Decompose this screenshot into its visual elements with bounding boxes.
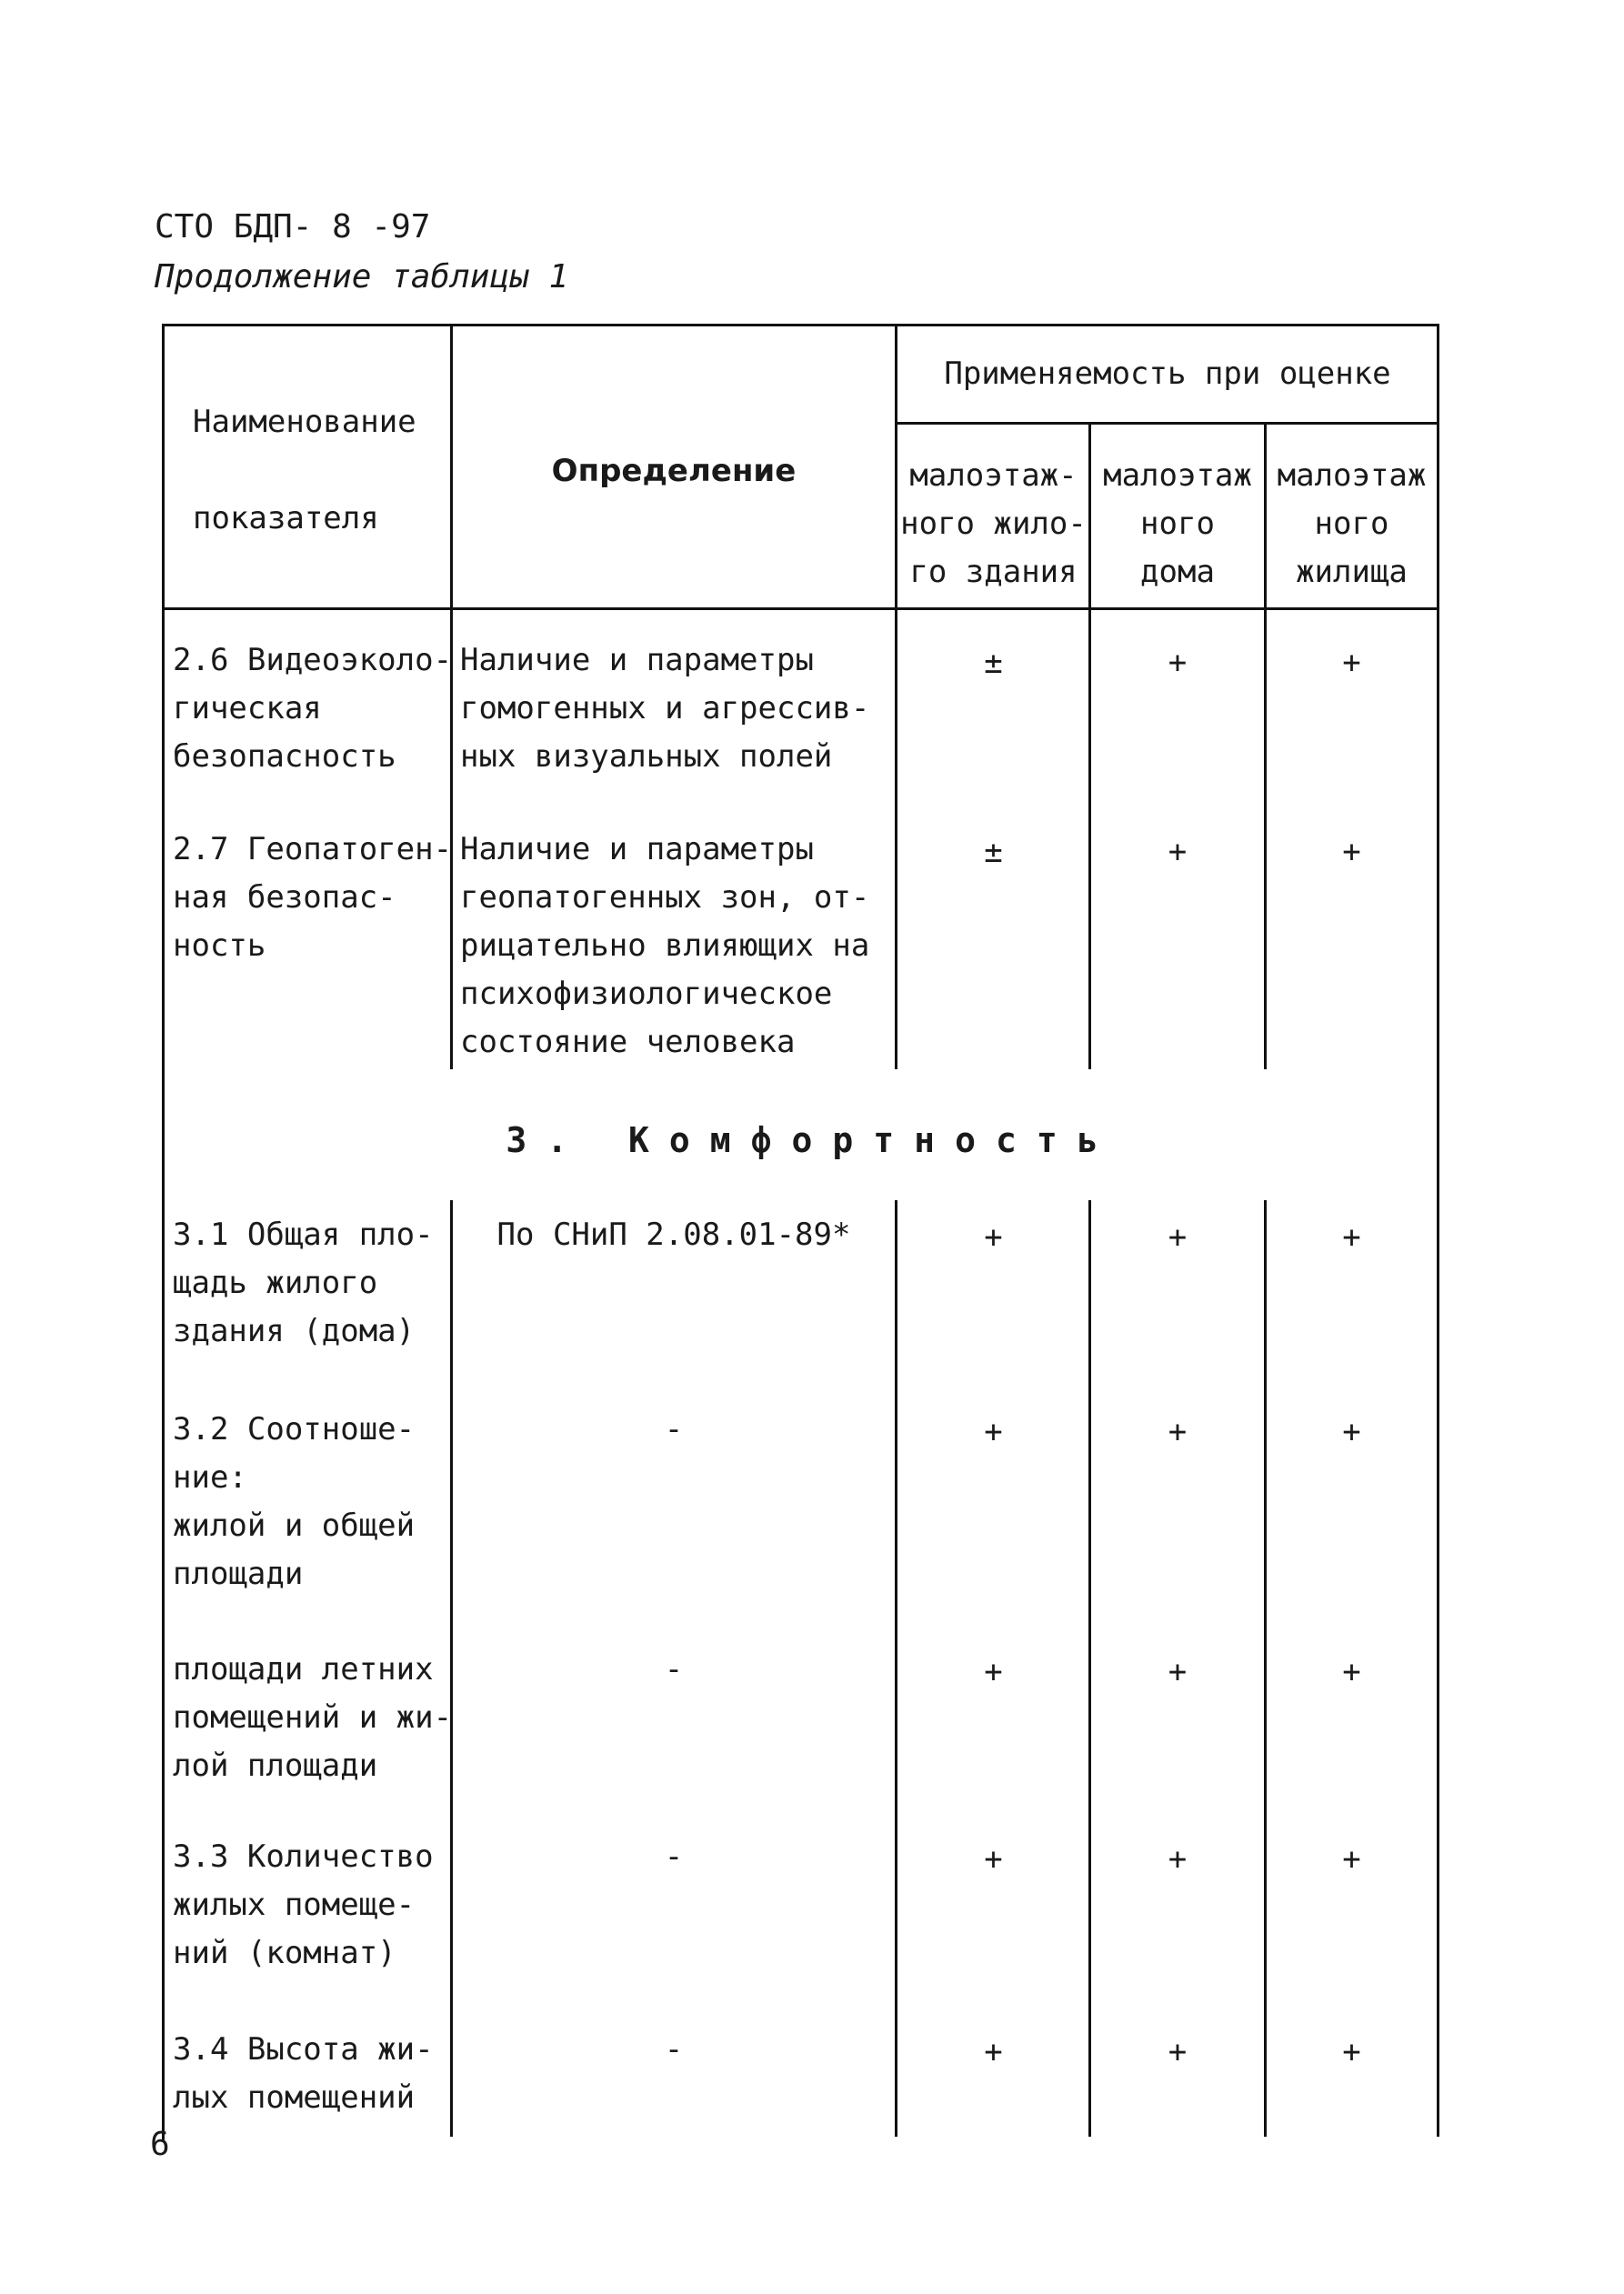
row-name-3-4: 3.4 Высота жи- лых помещений [173, 2031, 434, 2116]
column-divider-definition [895, 324, 897, 1069]
row-definition-3-2: - [664, 1411, 684, 1448]
page-number: 6 [150, 2126, 170, 2163]
section-3-heading: 3. Комфортность [506, 1120, 1118, 1160]
row-name-2-6: 2.6 Видеоэколо- гическая безопасность [173, 642, 453, 775]
row-definition-3-4: - [664, 2031, 684, 2068]
row-mark-3-1-house: + [1168, 1219, 1188, 1256]
table-right-border [1437, 324, 1439, 2137]
table-top-border [162, 324, 1439, 326]
row-name-3-3: 3.3 Количество жилых помеще- ний (комнат) [173, 1838, 434, 1971]
row-mark-3-2-house: + [1168, 1414, 1188, 1450]
row-mark-3-1-dwelling: + [1342, 1219, 1361, 1256]
row-name-3-2: 3.2 Соотноше- ние: жилой и общей площади [173, 1411, 416, 1592]
table-continuation-caption: Продолжение таблицы 1 [155, 258, 569, 296]
row-mark-2-6-house: + [1168, 645, 1188, 681]
row-name-2-7: 2.7 Геопатоген- ная безопас- ность [173, 831, 453, 964]
column-header-applicability: Применяемость при оценке [944, 356, 1391, 392]
row-definition-2-7: Наличие и параметры геопатогенных зон, от- рицательно влияющих на психофизиологическое состояние человека [460, 831, 870, 1060]
row-mark-3-2-summer-building: + [984, 1654, 1003, 1690]
row-mark-3-3-house: + [1168, 1841, 1188, 1878]
row-mark-3-4-building: + [984, 2034, 1003, 2070]
header-bottom-border [162, 607, 1439, 610]
row-definition-3-2-summer: - [664, 1651, 684, 1688]
column-divider-definition [895, 1200, 897, 2137]
row-mark-2-7-building: ± [984, 834, 1003, 870]
row-mark-2-6-building: ± [984, 645, 1003, 681]
table-left-border [162, 324, 165, 2142]
row-mark-2-7-dwelling: + [1342, 834, 1361, 870]
row-definition-3-1: По СНиП 2.08.01-89* [496, 1217, 851, 1253]
row-name-3-2-summer: площади летних помещений и жи- лой площади [173, 1651, 453, 1784]
column-header-definition: Определение [551, 453, 797, 489]
row-mark-3-1-building: + [984, 1219, 1003, 1256]
column-header-low-rise-building: малоэтаж- ного жило- го здания [900, 457, 1087, 590]
row-mark-3-2-dwelling: + [1342, 1414, 1361, 1450]
row-mark-2-6-dwelling: + [1342, 645, 1361, 681]
row-mark-3-2-summer-dwelling: + [1342, 1654, 1361, 1690]
column-header-name: Наименование показателя [193, 404, 416, 536]
row-mark-2-7-house: + [1168, 834, 1188, 870]
row-mark-3-3-building: + [984, 1841, 1003, 1878]
column-header-low-rise-dwelling: малоэтаж ного жилища [1277, 457, 1427, 590]
applicability-divider [895, 422, 1439, 425]
row-name-3-1: 3.1 Общая пло- щадь жилого здания (дома) [173, 1217, 434, 1349]
document-code: СТО БДП- 8 -97 [155, 208, 431, 245]
row-mark-3-3-dwelling: + [1342, 1841, 1361, 1878]
row-definition-2-6: Наличие и параметры гомогенных и агрессив- ных визуальных полей [460, 642, 870, 775]
column-header-low-rise-house: малоэтаж ного дома [1103, 457, 1252, 590]
row-mark-3-2-building: + [984, 1414, 1003, 1450]
row-definition-3-3: - [664, 1838, 684, 1875]
row-mark-3-4-dwelling: + [1342, 2034, 1361, 2070]
row-mark-3-4-house: + [1168, 2034, 1188, 2070]
row-mark-3-2-summer-house: + [1168, 1654, 1188, 1690]
